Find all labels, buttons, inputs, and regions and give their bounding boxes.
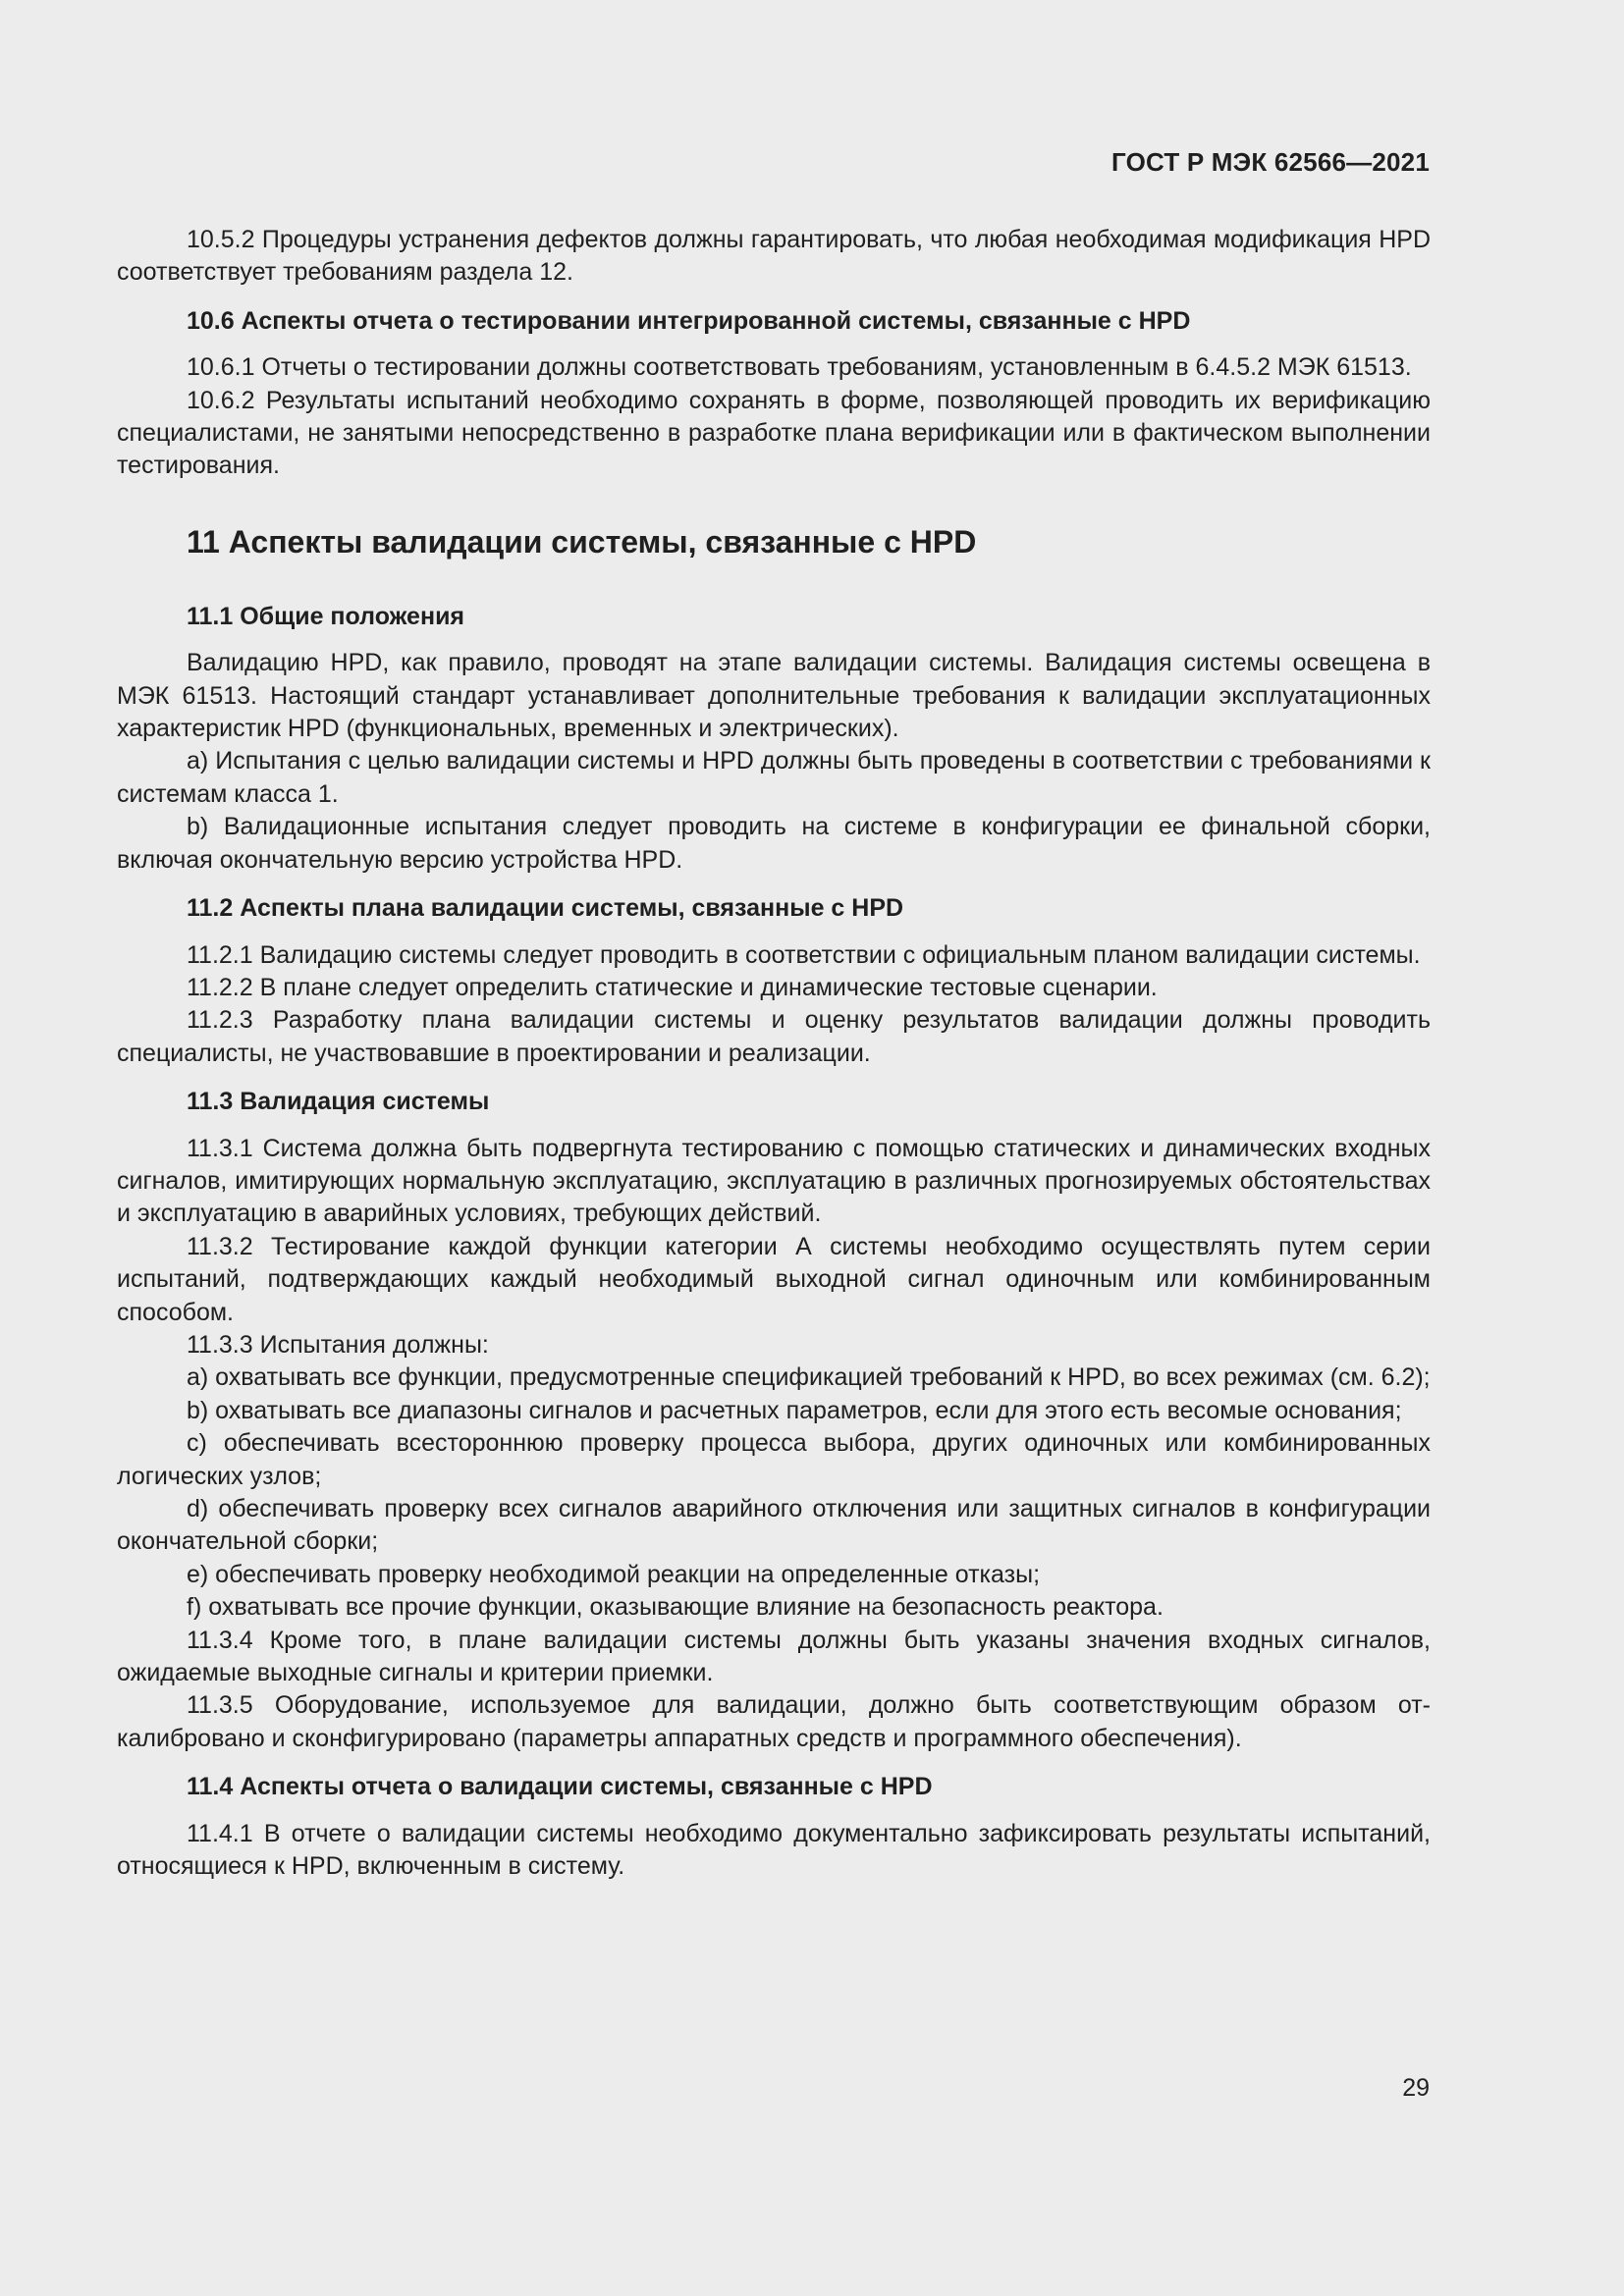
paragraph-11-2-3: 11.2.3 Разработку плана валидации системы и оценку результатов валидации должны проводить специалисты, не участвовавшие в проектировании и реализации.	[117, 1006, 1431, 1067]
paragraph-11-3-1: 11.3.1 Система должна быть подвергнута тестированию с помощью статических и динамических входных сигналов, имитирующих нормальную эксплуатацию, эксплуатацию в различных прогнозируемых обстоятельствах и эксплуатацию в аварийных условиях, требующих действий.	[117, 1134, 1431, 1228]
list-item-11-3-3-f: f) охватывать все прочие функции, оказывающие влияние на безопасность реактора.	[187, 1593, 1164, 1622]
heading-11-1: 11.1 Общие положения	[187, 602, 465, 630]
list-item-11-3-3-a: а) охватывать все функции, предусмотренные спецификацией требований к HPD, во всех режимах (см. 6.2);	[187, 1363, 1431, 1392]
paragraph-11-4-1: 11.4.1 В отчете о валидации системы необходимо документально зафиксировать результаты испытаний, относящиеся к HPD, включенным в систему.	[117, 1819, 1431, 1881]
paragraph-11-3-2: 11.3.2 Тестирование каждой функции категории А системы необходимо осуществлять путем серии испытаний, подтверждающих каждый необходимый выходной сигнал одиночным или комбинированным способом.	[117, 1232, 1431, 1326]
heading-10-6: 10.6 Аспекты отчета о тестировании интегрированной системы, связанные с HPD	[187, 306, 1191, 335]
paragraph-10-5-2: 10.5.2 Процедуры устранения дефектов должны гарантировать, что любая необходимая модификация HPD соответствует требованиям раздела 12.	[117, 226, 1431, 287]
paragraph-11-1-intro: Валидацию HPD, как правило, проводят на этапе валидации системы. Валидация системы освещена в МЭК 61513. Настоящий стандарт устанавливает дополнительные требования к валидации эксплуатационных характеристик HPD (функциональных, временных и электрических).	[117, 649, 1431, 743]
paragraph-10-6-2: 10.6.2 Результаты испытаний необходимо сохранять в форме, позволяющей проводить их верификацию специалистами, не занятыми непосредственно в разработке плана верификации или в фактическом выполнении тестирования.	[117, 386, 1431, 480]
list-item-11-3-3-c: c) обеспечивать всестороннюю проверку процесса выбора, других одиночных или комбинированных логических узлов;	[117, 1429, 1431, 1490]
paragraph-11-3-5: 11.3.5 Оборудование, используемое для валидации, должно быть соответствующим образом откалибровано и сконфигурировано (параметры аппаратных средств и программного обеспечения).	[117, 1691, 1431, 1752]
heading-11-2: 11.2 Аспекты плана валидации системы, связанные с HPD	[187, 894, 904, 923]
list-item-11-3-3-e: e) обеспечивать проверку необходимой реакции на определенные отказы;	[187, 1560, 1041, 1588]
paragraph-11-2-1: 11.2.1 Валидацию системы следует проводить в соответствии с официальным планом валидации системы.	[187, 940, 1421, 969]
list-item-11-3-3-b: b) охватывать все диапазоны сигналов и расчетных параметров, если для этого есть весомые основания;	[187, 1396, 1402, 1424]
paragraph-11-3-3: 11.3.3 Испытания должны:	[187, 1330, 489, 1359]
paragraph-11-3-4: 11.3.4 Кроме того, в плане валидации системы должны быть указаны значения входных сигналов, ожидаемые выходные сигналы и критерии приемки.	[117, 1626, 1431, 1687]
document-code-header: ГОСТ Р МЭК 62566—2021	[1110, 147, 1430, 177]
paragraph-11-1-a: а) Испытания с целью валидации системы и HPD должны быть проведены в соответствии с требованиями к системам класса 1.	[117, 747, 1431, 808]
heading-11-3: 11.3 Валидация системы	[187, 1088, 490, 1116]
page-number: 29	[1402, 2074, 1430, 2102]
section-heading-11: 11 Аспекты валидации системы, связанные с HPD	[187, 523, 977, 560]
paragraph-10-6-1: 10.6.1 Отчеты о тестировании должны соответствовать требованиям, установленным в 6.4.5.2 МЭК 61513.	[187, 353, 1412, 382]
page-body	[117, 224, 1431, 1883]
heading-11-4: 11.4 Аспекты отчета о валидации системы, связанные с HPD	[187, 1773, 933, 1801]
paragraph-11-1-b: b) Валидационные испытания следует проводить на системе в конфигурации ее финальной сборки, включая окончательную версию устройства HPD.	[117, 813, 1431, 874]
paragraph-11-2-2: 11.2.2 В плане следует определить статические и динамические тестовые сценарии.	[187, 973, 1158, 1001]
list-item-11-3-3-d: d) обеспечивать проверку всех сигналов аварийного отключения или защитных сигналов в конфигурации окончательной сборки;	[117, 1495, 1431, 1556]
